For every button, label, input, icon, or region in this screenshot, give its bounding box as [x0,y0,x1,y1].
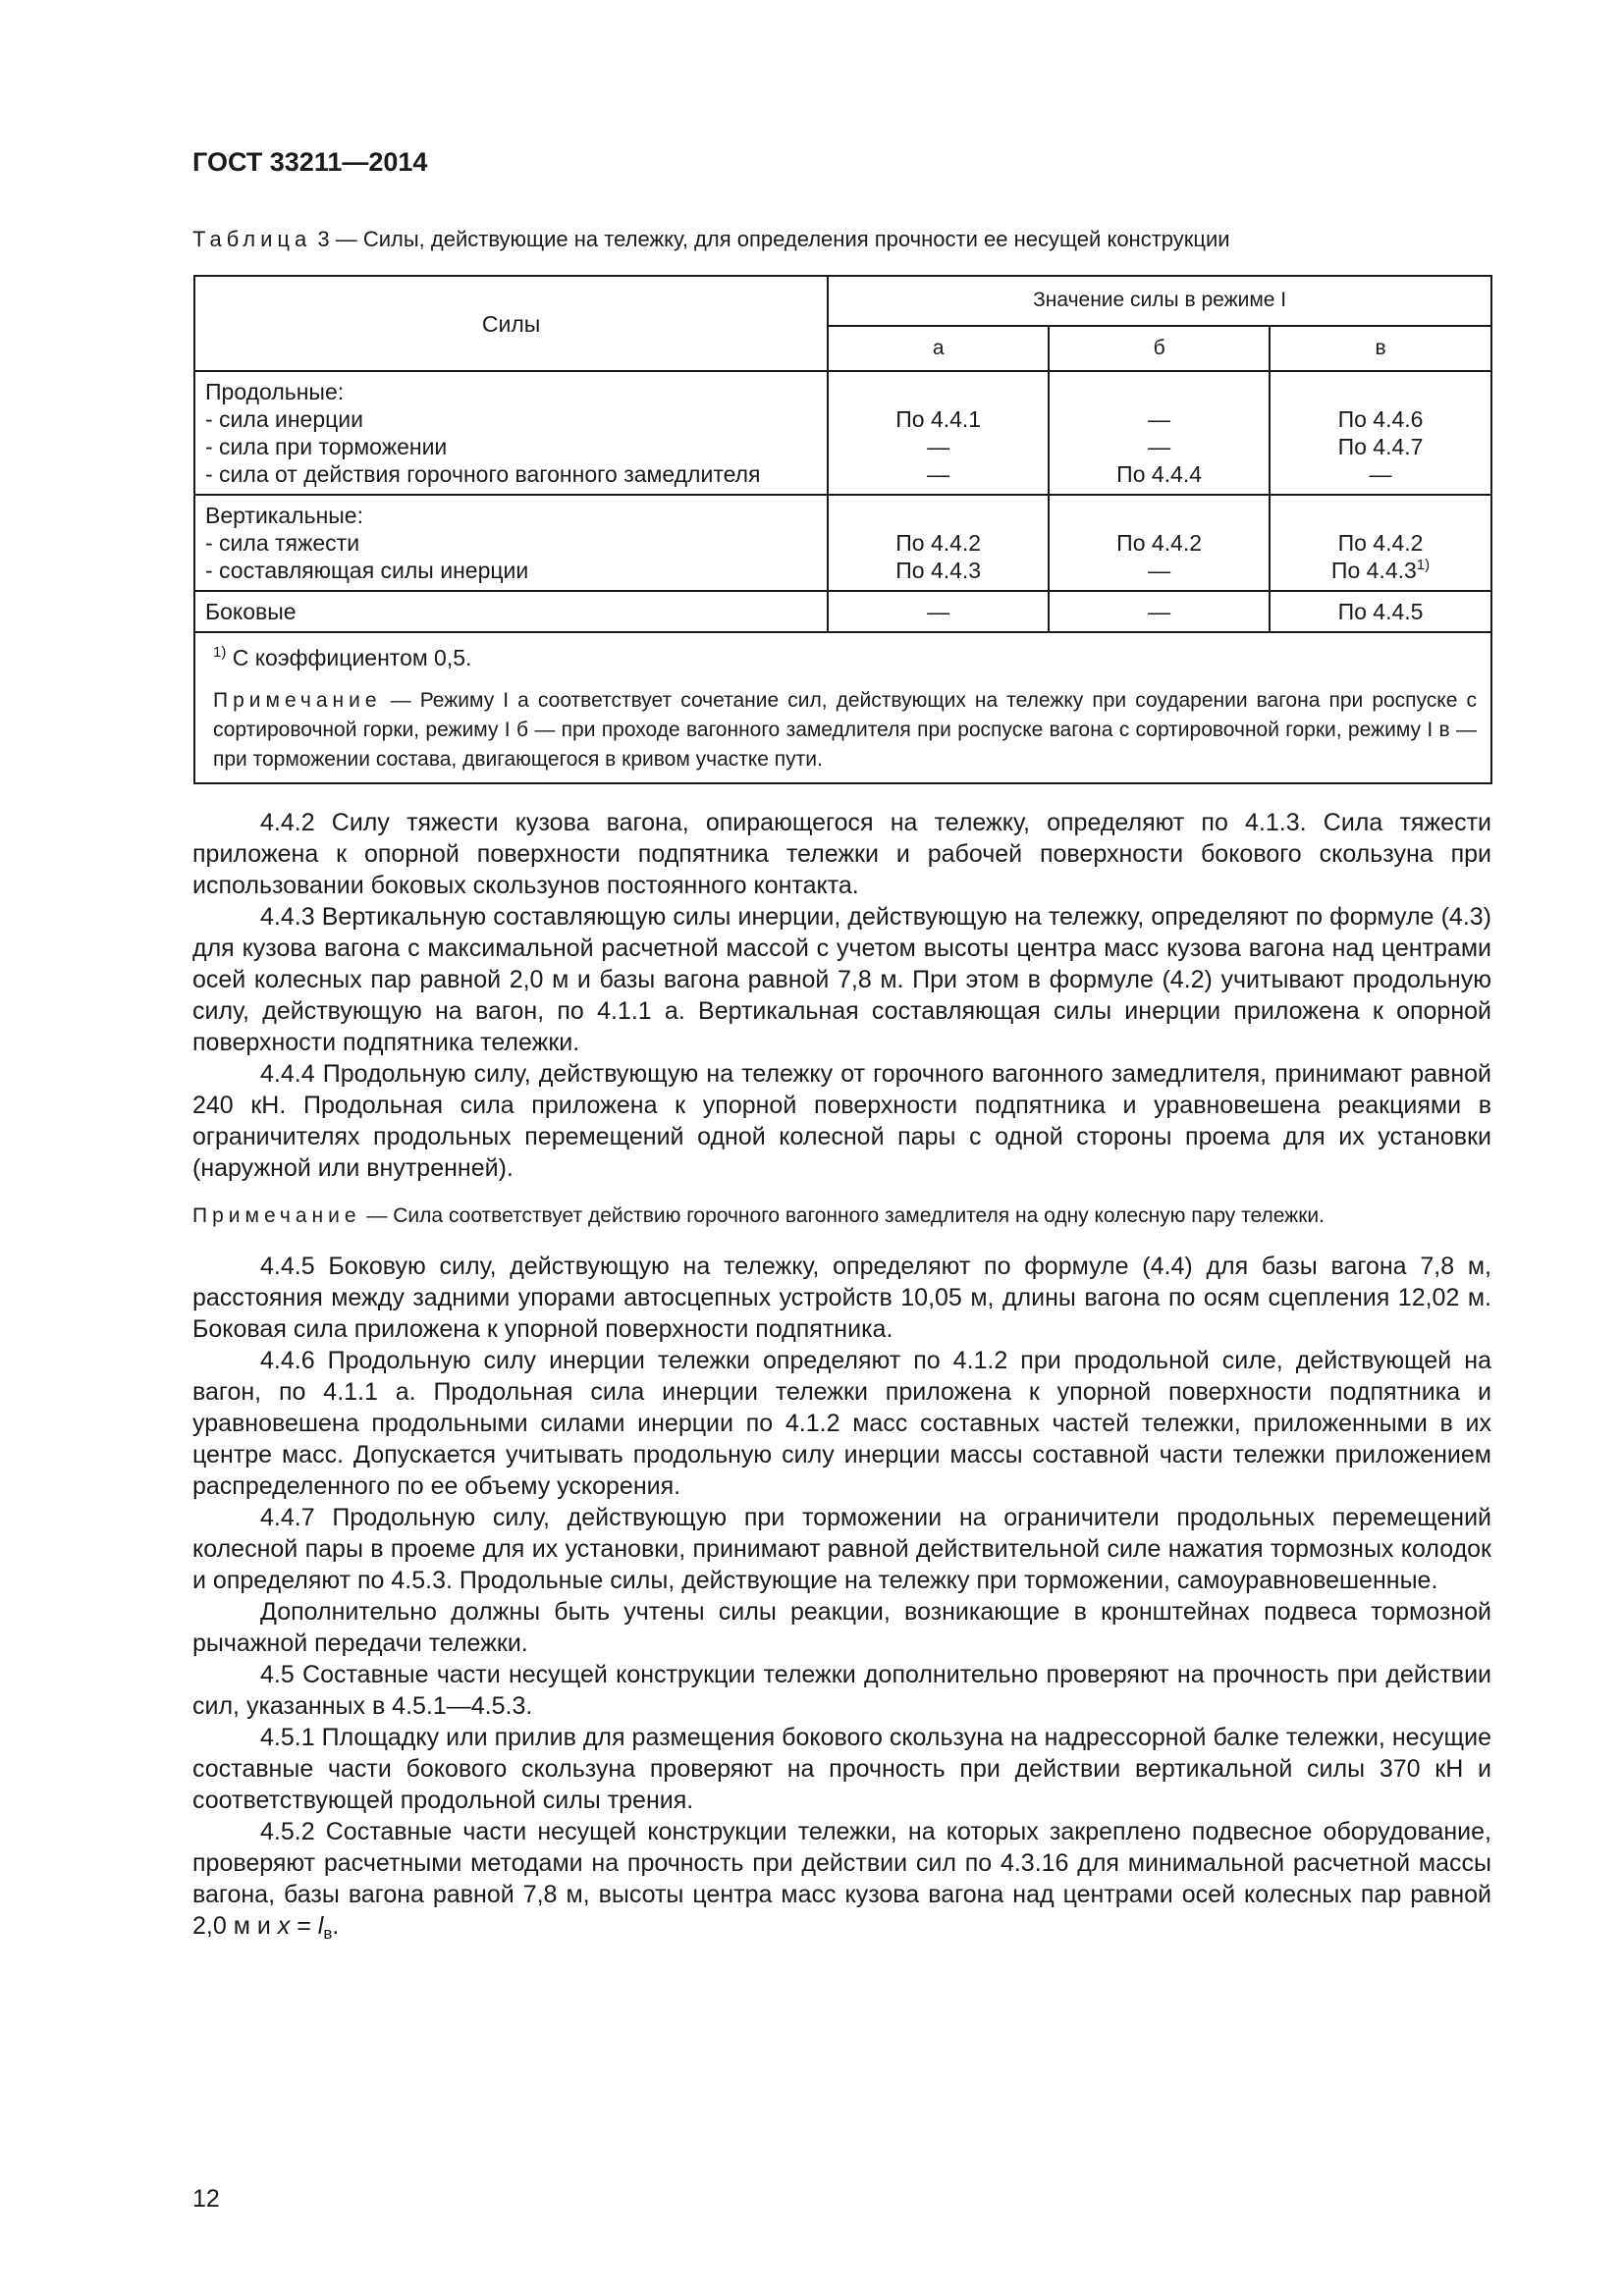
paragraph-4-4-2: 4.4.2 Силу тяжести кузова вагона, опирающегося на тележку, определяют по 4.1.3. Сила тяжести приложена к опорной поверхности подпятника тележки и рабочей поверхности бокового скользуна при использовании боковых скользунов постоянного контакта. [192,809,1491,899]
paragraph-additional: Дополнительно должны быть учтены силы реакции, возникающие в кронштейнах подвеса тормозной рычажной передачи тележки. [192,1598,1491,1657]
paragraph-4-4-7: 4.4.7 Продольную силу, действующую при торможении на ограничители продольных перемещений колесной пары в проеме для их установки, принимают равной действительной силе нажатия тормозных колодок и определяют по 4.5.3. Продольные силы, действующие на тележку при торможении, самоуравновешенные. [192,1504,1491,1594]
cell-value: — [1148,406,1171,432]
body-text [192,807,1491,1942]
note-label: Примечание [192,1204,361,1227]
paragraph-4-5-2 [192,1816,1491,1942]
force-item: - составляющая силы инерции [205,558,529,583]
table-caption-label: Таблица [192,227,312,251]
row-longitudinal-forces [194,371,828,495]
group-title: Вертикальные: [205,503,363,528]
table-row [194,591,1491,632]
cell-value: По 4.4.7 [1337,434,1424,459]
paragraph-4-4-5: 4.4.5 Боковую силу, действующую на тележку, определяют по формуле (4.4) для базы вагона 7,8 м, расстояния между задними упорами автосцепных устройств 10,05 м, длины вагона по осям сцепления 12,02 м. Боковая сила приложена к упорной поверхности подпятника. [192,1253,1491,1343]
cell-value: По 4.4.2 [1337,530,1424,556]
cell-value: По 4.4.2 [1116,530,1203,556]
paragraph-4-4-3: 4.4.3 Вертикальную составляющую силы инерции, действующую на тележку, определяют по формуле (4.3) для кузова вагона с максимальной расчетной массой с учетом высоты центра масс кузова вагона над центрами осей колесных пар равной 2,0 м и базы вагона равной 7,8 м. При этом в формуле (4.2) учитывают продольную силу, действующую на вагон, по 4.1.1 а. Вертикальная составляющая силы инерции приложена к опорной поверхности подпятника тележки. [192,903,1491,1056]
group-title: Продольные: [205,379,345,404]
cell-mode-a [828,495,1049,591]
cell-value: — [1049,591,1270,632]
cell-value: По 4.4.3 [1330,558,1417,583]
footnote-mark: 1) [213,644,227,661]
cell-mode-a [828,371,1049,495]
table-footnotes-row [194,632,1491,783]
cell-value: По 4.4.3 [895,558,982,583]
note-4-4-4 [192,1201,1491,1231]
table-footnotes [194,632,1491,783]
row-vertical-forces [194,495,828,591]
paragraph-4-5-1: 4.5.1 Площадку или прилив для размещения бокового скользуна на надрессорной балке тележки, несущие составные части бокового скользуна проверяют на прочность при действии вертикальной силы 370 кН и соответствующей продольной силы трения. [192,1724,1491,1814]
force-item: - сила от действия горочного вагонного замедлителя [205,461,761,487]
paragraph-end: . [332,1912,340,1940]
cell-value: По 4.4.6 [1337,406,1424,432]
force-item: - сила при торможении [205,434,448,459]
cell-mode-c [1270,495,1491,591]
header-force-value: Значение силы в режиме I [828,276,1491,326]
table-footnote [213,643,1477,672]
cell-value: — [927,434,950,459]
cell-value: По 4.4.2 [895,530,982,556]
document-header: ГОСТ 33211—2014 [192,147,428,177]
formula-equals: = [290,1912,318,1940]
formula-subscript: в [323,1924,333,1943]
table-caption [192,227,1230,252]
footnote-text: С коэффициентом 0,5. [232,645,472,670]
note-text: — Сила соответствует действию горочного вагонного замедлителя на одну колесную пару тележки. [366,1204,1325,1227]
header-mode-a: а [828,326,1049,371]
paragraph-4-5: 4.5 Составные части несущей конструкции тележки дополнительно проверяют на прочность при действии сил, указанных в 4.5.1—4.5.3. [192,1661,1491,1720]
note-label: Примечание [213,689,382,712]
cell-mode-c [1270,371,1491,495]
force-item: - сила инерции [205,406,363,432]
table-caption-text: 3 — Силы, действующие на тележку, для определения прочности ее несущей конструкции [317,227,1230,251]
cell-value: — [1148,434,1171,459]
cell-value: — [828,591,1049,632]
cell-value: — [927,461,950,487]
force-item: - сила тяжести [205,530,360,556]
table-note [213,686,1477,774]
header-forces: Силы [194,276,828,371]
cell-value: По 4.4.4 [1116,461,1203,487]
table-row [194,495,1491,591]
row-lateral-forces: Боковые [194,591,828,632]
cell-value: По 4.4.1 [895,406,982,432]
cell-value: По 4.4.5 [1270,591,1491,632]
paragraph-4-4-4: 4.4.4 Продольную силу, действующую на тележку от горочного вагонного замедлителя, принимают равной 240 кН. Продольная сила приложена к упорной поверхности подпятника и уравновешена реакциями в ограничителях продольных перемещений одной колесной пары с одной стороны проема для их установки (наружной или внутренней). [192,1060,1491,1182]
table-row [194,371,1491,495]
cell-value: — [1148,558,1171,583]
cell-mode-b [1049,371,1270,495]
page-number: 12 [192,2185,220,2213]
cell-value: — [1369,461,1392,487]
paragraph-4-4-6: 4.4.6 Продольную силу инерции тележки определяют по 4.1.2 при продольной силе, действующей на вагон, по 4.1.1 а. Продольная сила инерции тележки приложена к упорной поверхности подпятника и уравновешена продольными силами инерции по 4.1.2 масс составных частей тележки, приложенными в их центре масс. Допускается учитывать продольную силу инерции массы составной части тележки приложением распределенного по ее объему ускорения. [192,1347,1491,1500]
cell-value-with-footnote [1280,557,1481,584]
paragraph-text: 4.5.2 Составные части несущей конструкции тележки, на которых закреплено подвесное оборудование, проверяют расчетными методами на прочность при действии сил по 4.3.16 для минимальной расчетной массы вагона, базы вагона равной 7,8 м, высоты центра масс кузова вагона над центрами осей колесных пар равной 2,0 м и [192,1818,1491,1940]
formula-variable-l: l [317,1912,324,1940]
forces-table [193,275,1492,784]
note-text: — Режиму I а соответствует сочетание сил, действующих на тележку при соударении вагона при роспуске с сортировочной горки, режиму I б — при проходе вагонного замедлителя при роспуске вагона с сортировочной горки, режиму I в — при торможении состава, двигающегося в кривом участке пути. [213,689,1477,771]
header-mode-c: в [1270,326,1491,371]
header-mode-b: б [1049,326,1270,371]
footnote-mark: 1) [1416,557,1431,573]
cell-mode-b [1049,495,1270,591]
formula-variable-x: x [277,1912,291,1940]
